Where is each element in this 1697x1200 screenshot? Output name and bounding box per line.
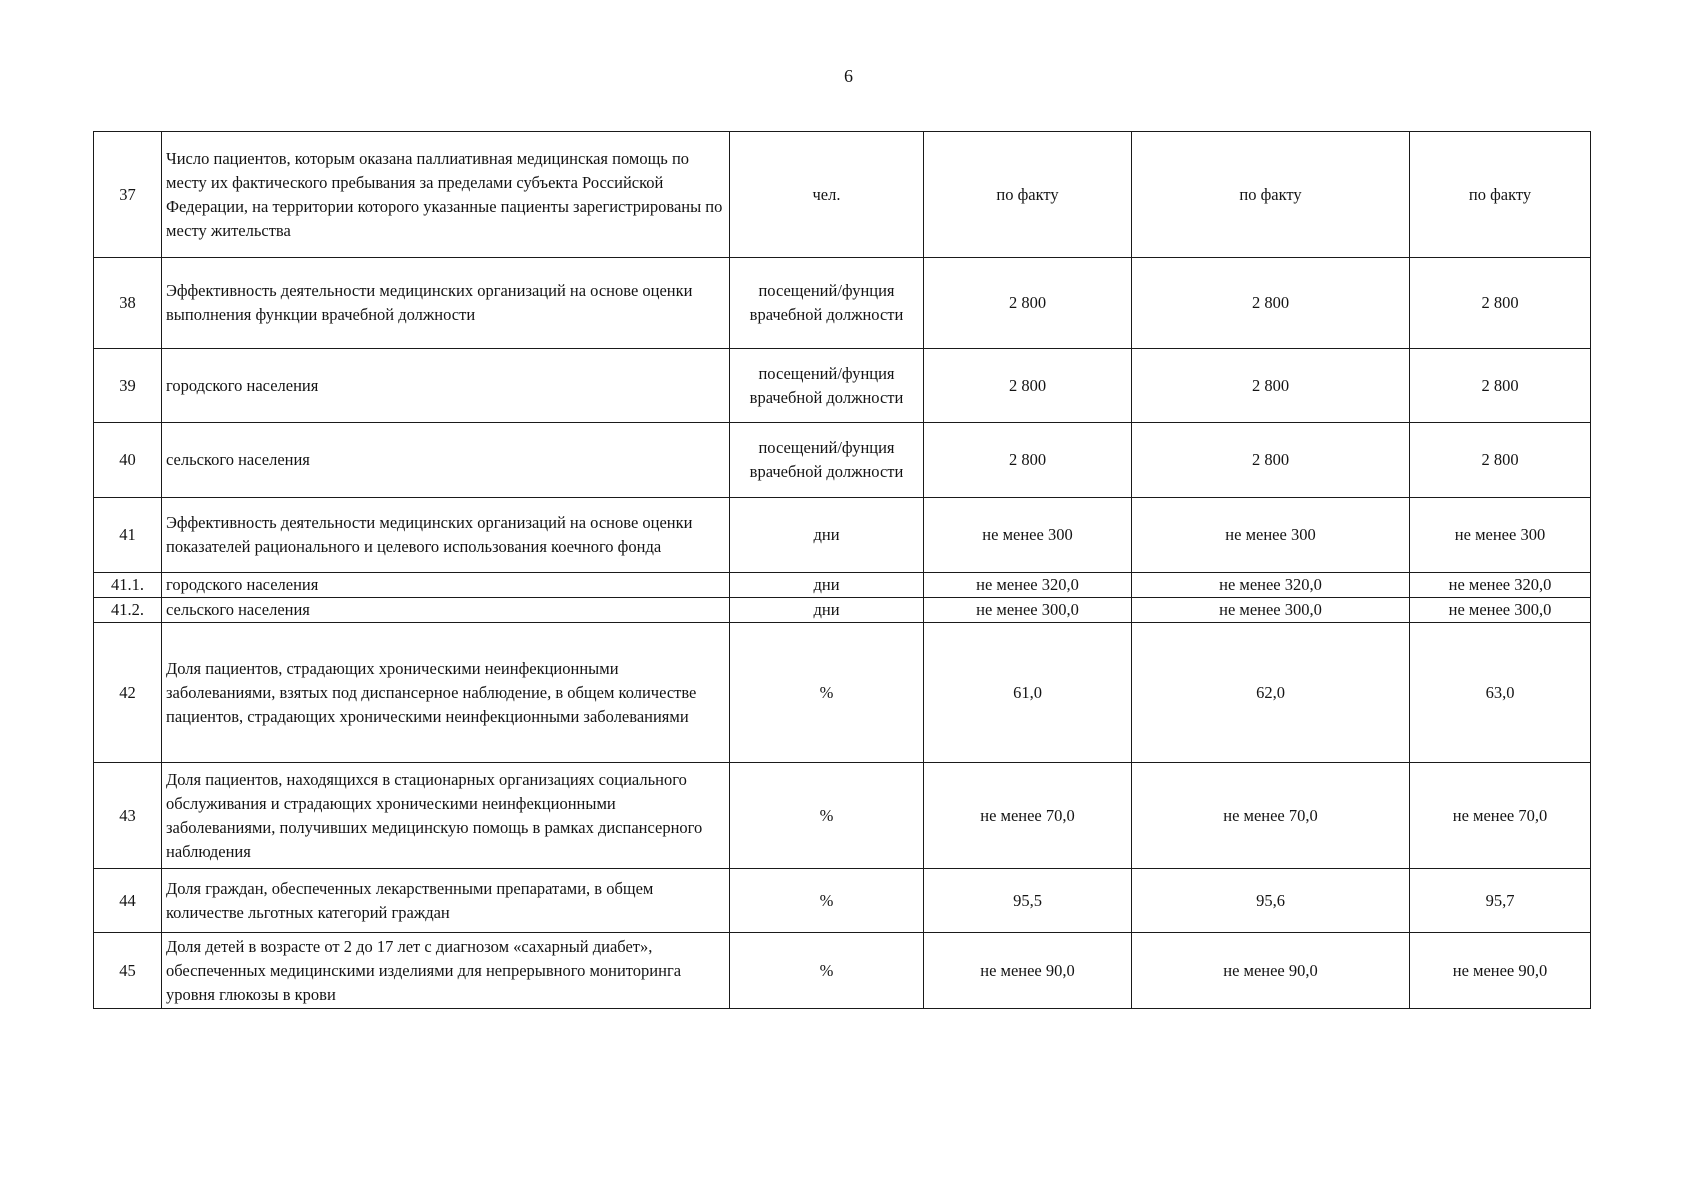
unit-cell: дни: [730, 573, 924, 598]
value-cell-2: не менее 320,0: [1132, 573, 1410, 598]
unit-cell: дни: [730, 498, 924, 573]
value-cell-1: не менее 300: [924, 498, 1132, 573]
row-number: 38: [94, 258, 162, 349]
value-cell-1: 2 800: [924, 258, 1132, 349]
value-cell-3: не менее 320,0: [1410, 573, 1591, 598]
value-cell-2: не менее 90,0: [1132, 933, 1410, 1009]
indicator-name: Доля пациентов, страдающих хроническими неинфекционными заболеваниями, взятых под диспансерное наблюдение, в общем количестве пациентов, страдающих хроническими неинфекционными заболеваниями: [162, 623, 730, 763]
table-row: [94, 573, 1591, 598]
value-cell-1: не менее 320,0: [924, 573, 1132, 598]
value-cell-3: 95,7: [1410, 869, 1591, 933]
value-cell-3: по факту: [1410, 132, 1591, 258]
value-cell-1: не менее 70,0: [924, 763, 1132, 869]
value-cell-1: 61,0: [924, 623, 1132, 763]
indicator-name: Доля детей в возрасте от 2 до 17 лет с диагнозом «сахарный диабет», обеспеченных медицинскими изделиями для непрерывного мониторинга уровня глюкозы в крови: [162, 933, 730, 1009]
unit-cell: %: [730, 933, 924, 1009]
value-cell-3: не менее 300: [1410, 498, 1591, 573]
row-number: 44: [94, 869, 162, 933]
table-row: [94, 933, 1591, 1009]
row-number: 41.2.: [94, 598, 162, 623]
value-cell-1: 2 800: [924, 349, 1132, 423]
value-cell-2: не менее 70,0: [1132, 763, 1410, 869]
value-cell-3: 2 800: [1410, 258, 1591, 349]
unit-cell: дни: [730, 598, 924, 623]
table-row: [94, 598, 1591, 623]
row-number: 43: [94, 763, 162, 869]
indicators-table: [93, 131, 1591, 1009]
row-number: 41.1.: [94, 573, 162, 598]
indicator-name: городского населения: [162, 349, 730, 423]
value-cell-3: не менее 70,0: [1410, 763, 1591, 869]
table-row: [94, 258, 1591, 349]
indicator-name: сельского населения: [162, 423, 730, 498]
table-row: [94, 623, 1591, 763]
value-cell-2: не менее 300: [1132, 498, 1410, 573]
value-cell-2: по факту: [1132, 132, 1410, 258]
table-row: [94, 498, 1591, 573]
indicator-name: Число пациентов, которым оказана паллиативная медицинская помощь по месту их фактического пребывания за пределами субъекта Российской Федерации, на территории которого указанные пациенты зарегистрированы по месту жительства: [162, 132, 730, 258]
row-number: 39: [94, 349, 162, 423]
row-number: 40: [94, 423, 162, 498]
value-cell-1: по факту: [924, 132, 1132, 258]
value-cell-2: 2 800: [1132, 423, 1410, 498]
value-cell-3: 2 800: [1410, 349, 1591, 423]
value-cell-1: не менее 300,0: [924, 598, 1132, 623]
table-row: [94, 349, 1591, 423]
unit-cell: посещений/фунция врачебной должности: [730, 349, 924, 423]
table-row: [94, 763, 1591, 869]
unit-cell: %: [730, 869, 924, 933]
table-row: [94, 132, 1591, 258]
indicator-name: Эффективность деятельности медицинских организаций на основе оценки показателей рационального и целевого использования коечного фонда: [162, 498, 730, 573]
unit-cell: чел.: [730, 132, 924, 258]
value-cell-3: 2 800: [1410, 423, 1591, 498]
indicator-name: Доля пациентов, находящихся в стационарных организациях социального обслуживания и страдающих хроническими неинфекционными заболеваниями, получивших медицинскую помощь в рамках диспансерного наблюдения: [162, 763, 730, 869]
value-cell-1: 2 800: [924, 423, 1132, 498]
row-number: 41: [94, 498, 162, 573]
indicator-name: городского населения: [162, 573, 730, 598]
value-cell-2: 2 800: [1132, 258, 1410, 349]
unit-cell: посещений/фунция врачебной должности: [730, 258, 924, 349]
indicator-name: сельского населения: [162, 598, 730, 623]
value-cell-2: не менее 300,0: [1132, 598, 1410, 623]
row-number: 45: [94, 933, 162, 1009]
unit-cell: %: [730, 623, 924, 763]
unit-cell: посещений/фунция врачебной должности: [730, 423, 924, 498]
value-cell-1: не менее 90,0: [924, 933, 1132, 1009]
value-cell-3: не менее 90,0: [1410, 933, 1591, 1009]
indicator-name: Доля граждан, обеспеченных лекарственными препаратами, в общем количестве льготных категорий граждан: [162, 869, 730, 933]
value-cell-2: 2 800: [1132, 349, 1410, 423]
row-number: 37: [94, 132, 162, 258]
indicator-name: Эффективность деятельности медицинских организаций на основе оценки выполнения функции врачебной должности: [162, 258, 730, 349]
value-cell-3: 63,0: [1410, 623, 1591, 763]
value-cell-2: 62,0: [1132, 623, 1410, 763]
row-number: 42: [94, 623, 162, 763]
unit-cell: %: [730, 763, 924, 869]
table-row: [94, 869, 1591, 933]
value-cell-1: 95,5: [924, 869, 1132, 933]
value-cell-2: 95,6: [1132, 869, 1410, 933]
table-row: [94, 423, 1591, 498]
value-cell-3: не менее 300,0: [1410, 598, 1591, 623]
page-number: 6: [844, 66, 853, 86]
